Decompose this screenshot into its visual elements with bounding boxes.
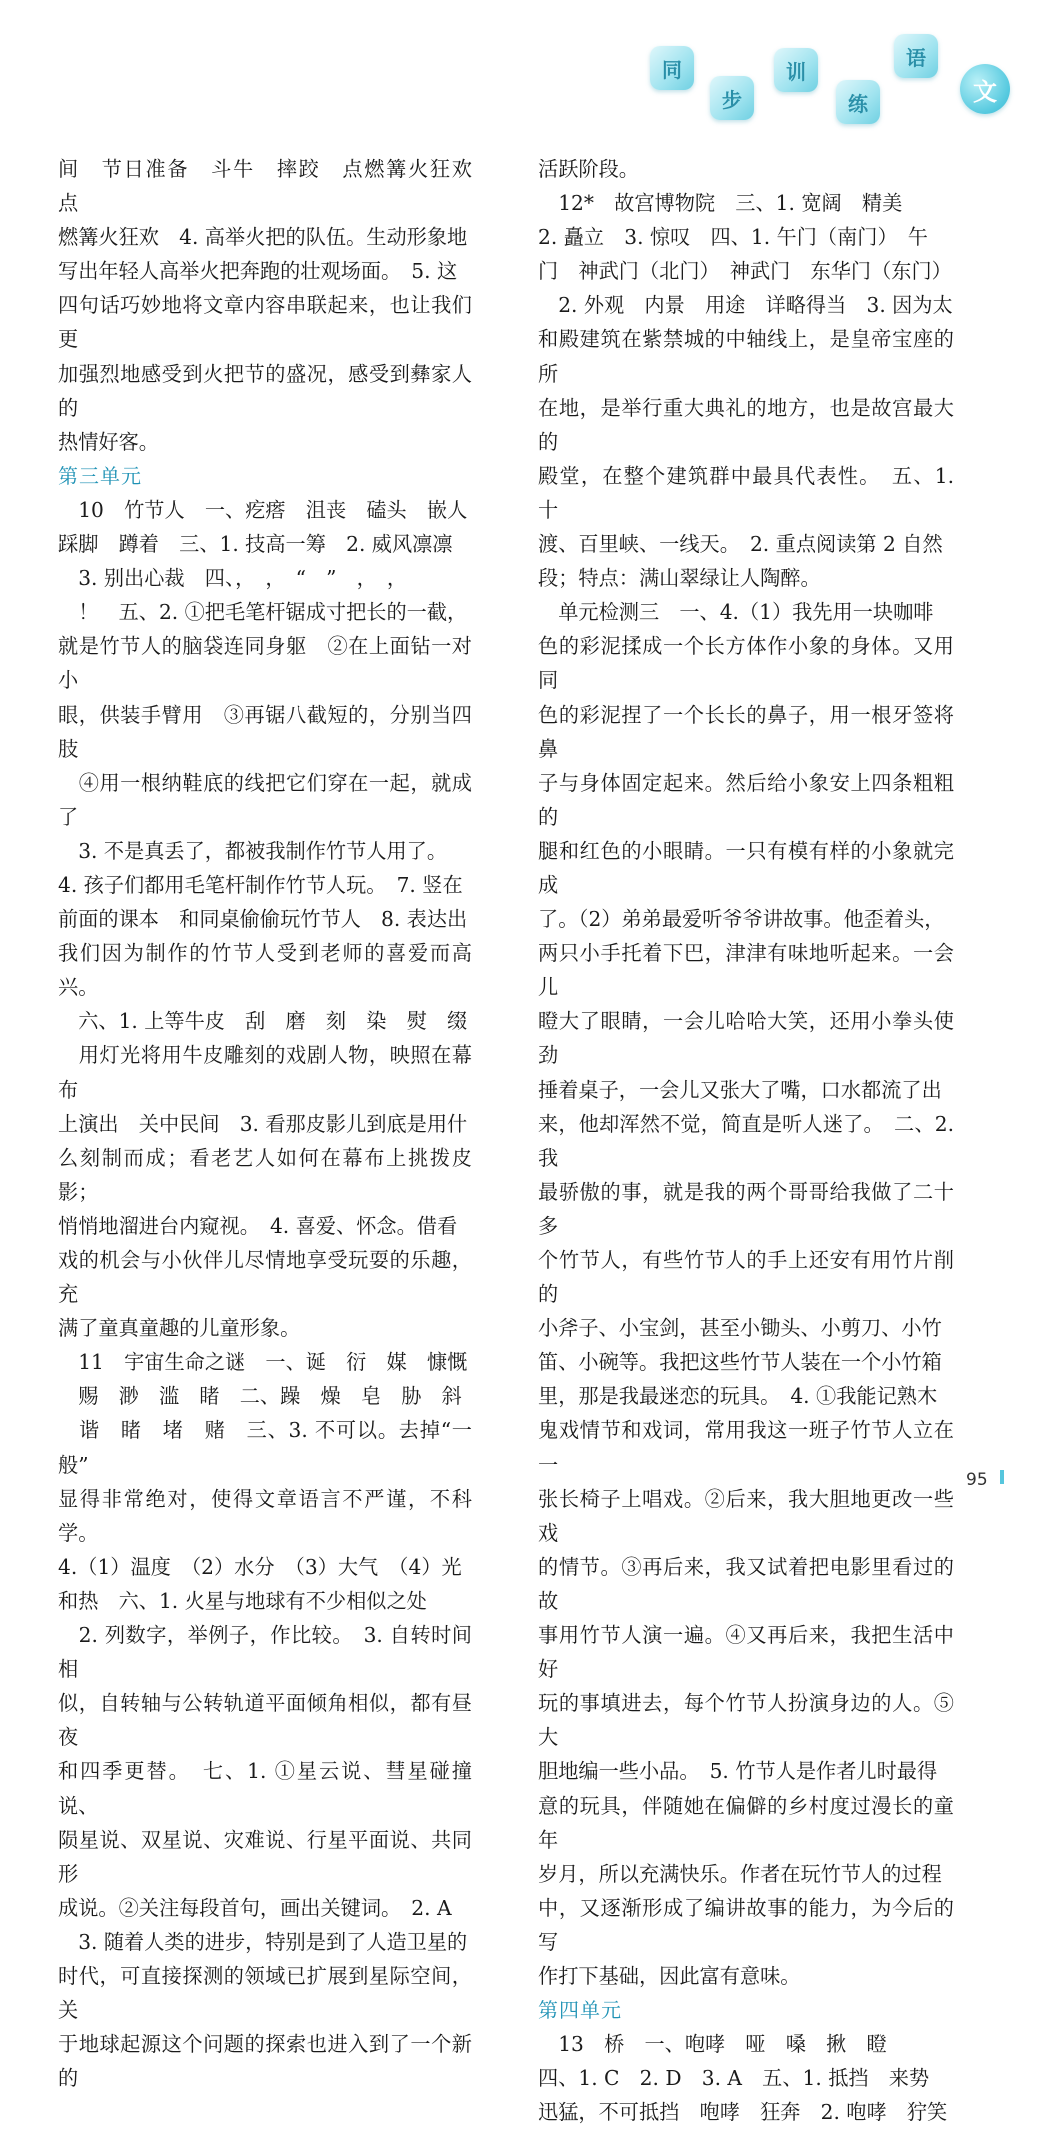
text-line: 腿和红色的小眼睛。一只有模有样的小象就完成 (538, 838, 954, 897)
text-line: 的情节。③再后来，我又试着把电影里看过的故 (538, 1554, 954, 1613)
text-line: 显得非常绝对，使得文章语言不严谨，不科学。 (58, 1486, 472, 1545)
text-line: 单元检测三 一、4.（1）我先用一块咖啡 (538, 600, 934, 625)
text-line: 殿堂，在整个建筑群中最具代表性。 五、1. 十 (538, 463, 954, 522)
unit-heading: 第三单元 (58, 463, 142, 488)
text-line: 渡、百里峡、一线天。 2. 重点阅读第 2 自然 (538, 532, 943, 557)
text-line: 悄悄地溜进台内窥视。 4. 喜爱、怀念。借看 (58, 1213, 458, 1238)
text-line: 最骄傲的事，就是我的两个哥哥给我做了二十多 (538, 1179, 954, 1238)
text-line: 12* 故宫博物院 三、1. 宽阔 精美 (538, 191, 903, 216)
text-line: 11 宇宙生命之谜 一、诞 衍 媒 慷慨 (58, 1350, 468, 1375)
text-line: ④用一根纳鞋底的线把它们穿在一起，就成了 (58, 770, 472, 829)
text-line: 岁月，所以充满快乐。作者在玩竹节人的过程 (538, 1861, 942, 1886)
text-line: 门 神武门（北门） 神武门 东华门（东门） (538, 259, 952, 284)
header-char: 语 (894, 34, 938, 78)
text-line: 张长椅子上唱戏。②后来，我大胆地更改一些戏 (538, 1486, 954, 1545)
text-line: 3. 随着人类的进步，特别是到了人造卫星的 (58, 1929, 468, 1954)
text-line: 六、1. 上等牛皮 刮 磨 刻 染 熨 缀 (58, 1009, 468, 1034)
text-line: 2. 矗立 3. 惊叹 四、1. 午门（南门） 午 (538, 225, 928, 250)
header-char: 练 (836, 80, 880, 124)
text-line: 13 桥 一、咆哮 哑 嗓 揪 瞪 (538, 2032, 887, 2057)
text-line: 笛、小碗等。我把这些竹节人装在一个小竹箱 (538, 1350, 942, 1375)
text-line: 前面的课本 和同桌偷偷玩竹节人 8. 表达出 (58, 907, 468, 932)
text-line: 4. 孩子们都用毛笔杆制作竹节人玩。 7. 竖在 (58, 872, 463, 897)
text-line: ！ 五、2. ①把毛笔杆锯成寸把长的一截， (58, 600, 468, 625)
text-line: 在地，是举行重大典礼的地方，也是故宫最大的 (538, 395, 954, 454)
text-line: 间 节日准备 斗牛 摔跤 点燃篝火狂欢 点 (58, 157, 493, 216)
text-line: 4.（1）温度 （2）水分 （3）大气 （4）光 (58, 1554, 462, 1579)
header-title (640, 30, 1040, 140)
text-line: 迅猛，不可抵挡 咆哮 狂奔 2. 咆哮 狞笑 (538, 2100, 948, 2125)
text-line: 和四季更替。 七、1. ①星云说、彗星碰撞说、 (58, 1759, 472, 1818)
text-line: 上演出 关中民间 3. 看那皮影儿到底是用什 (58, 1111, 468, 1136)
text-line: 赐 渺 滥 睹 二、躁 燥 皂 胁 斜 (58, 1384, 462, 1409)
text-line: 戏的机会与小伙伴儿尽情地享受玩耍的乐趣，充 (58, 1248, 472, 1307)
text-line: 意的玩具，伴随她在偏僻的乡村度过漫长的童年 (538, 1793, 954, 1852)
text-line: 色的彩泥捏了一个长长的鼻子，用一根牙签将鼻 (538, 702, 954, 761)
text-line: 3. 别出心裁 四、， ， “ ” ， ， (58, 566, 408, 591)
text-line: 时代，可直接探测的领域已扩展到星际空间，关 (58, 1963, 472, 2023)
text-line: 2. 外观 内景 用途 详略得当 3. 因为太 (538, 293, 953, 318)
text-line: 我们因为制作的竹节人受到老师的喜爱而高兴。 (58, 941, 472, 1000)
header-char: 训 (774, 48, 818, 92)
text-line: 2. 列数字，举例子，作比较。 3. 自转时间相 (58, 1623, 472, 1682)
text-line: 中，又逐渐形成了编讲故事的能力，为今后的写 (538, 1895, 954, 1954)
text-line: 踩脚 蹲着 三、1. 技高一筹 2. 威风凛凛 (58, 532, 453, 557)
text-line: 么刻制而成；看老艺人如何在幕布上挑拨皮影； (58, 1145, 472, 1204)
text-line: 四、1. C 2. D 3. A 五、1. 抵挡 来势 (538, 2066, 930, 2091)
text-line: 于地球起源这个问题的探索也进入到了一个新的 (58, 2032, 472, 2091)
text-line: 小斧子、小宝剑，甚至小锄头、小剪刀、小竹 (538, 1316, 942, 1341)
text-line: 色的彩泥揉成一个长方体作小象的身体。又用同 (538, 634, 954, 693)
text-line: 热情好客。 (58, 429, 159, 454)
text-line: 个竹节人，有些竹节人的手上还安有用竹片削的 (538, 1248, 954, 1307)
text-line: 陨星说、双星说、灾难说、行星平面说、共同形 (58, 1827, 472, 1886)
text-line: 里，那是我最迷恋的玩具。 4. ①我能记熟木 (538, 1384, 938, 1409)
text-line: 满了童真童趣的儿童形象。 (58, 1316, 301, 1341)
header-char: 文 (960, 64, 1010, 114)
text-line: 就是竹节人的脑袋连同身躯 ②在上面钻一对小 (58, 634, 472, 693)
text-line: 作打下基础，因此富有意味。 (538, 1963, 801, 1988)
text-line: 四句话巧妙地将文章内容串联起来，也让我们更 (58, 293, 472, 352)
page-number: 95 (966, 1470, 988, 1490)
text-line: 似，自转轴与公转轨道平面倾角相似，都有昼夜 (58, 1691, 472, 1750)
text-line: 写出年轻人高举火把奔跑的壮观场面。 5. 这 (58, 259, 458, 284)
text-line: 眼，供装手臂用 ③再锯八截短的，分别当四肢 (58, 702, 472, 761)
text-line: 和热 六、1. 火星与地球有不少相似之处 (58, 1588, 427, 1613)
text-line: 用灯光将用牛皮雕刻的戏剧人物，映照在幕布 (58, 1043, 472, 1102)
text-line: 和殿建筑在紫禁城的中轴线上，是皇帝宝座的所 (538, 327, 954, 386)
left-column (58, 152, 493, 2095)
header-char: 同 (650, 46, 694, 90)
text-line: 活跃阶段。 (538, 157, 639, 181)
text-line: 3. 不是真丢了，都被我制作竹节人用了。 (58, 838, 448, 863)
right-column (538, 152, 954, 2129)
text-line: 加强烈地感受到火把节的盛况，感受到彝家人的 (58, 361, 472, 420)
text-line: 来，他却浑然不觉，简直是听人迷了。 二、2. 我 (538, 1111, 954, 1170)
text-line: 谐 睹 堵 赌 三、3. 不可以。去掉“一般” (58, 1418, 472, 1477)
header-char: 步 (710, 76, 754, 120)
text-line: 玩的事填进去，每个竹节人扮演身边的人。⑤大 (538, 1691, 954, 1750)
text-line: 了。（2）弟弟最爱听爷爷讲故事。他歪着头， (538, 907, 945, 932)
text-line: 成说。②关注每段首句，画出关键词。 2. A (58, 1895, 452, 1920)
text-line: 10 竹节人 一、疙瘩 沮丧 磕头 嵌人 (58, 497, 468, 522)
text-line: 鬼戏情节和戏词，常用我这一班子竹节人立在一 (538, 1418, 954, 1477)
text-line: 段；特点：满山翠绿让人陶醉。 (538, 566, 821, 591)
text-line: 胆地编一些小品。 5. 竹节人是作者儿时最得 (538, 1759, 938, 1784)
text-line: 子与身体固定起来。然后给小象安上四条粗粗的 (538, 770, 954, 829)
text-line: 两只小手托着下巴，津津有味地听起来。一会儿 (538, 941, 954, 1000)
text-line: 捶着桌子，一会儿又张大了嘴，口水都流了出 (538, 1077, 942, 1102)
unit-heading: 第四单元 (538, 1998, 622, 2023)
text-line: 燃篝火狂欢 4. 高举火把的队伍。生动形象地 (58, 225, 468, 250)
text-line: 事用竹节人演一遍。④又再后来，我把生活中好 (538, 1623, 954, 1682)
text-line: 瞪大了眼睛，一会儿哈哈大笑，还用小拳头使劲 (538, 1009, 954, 1068)
page-mark (1000, 1470, 1004, 1484)
